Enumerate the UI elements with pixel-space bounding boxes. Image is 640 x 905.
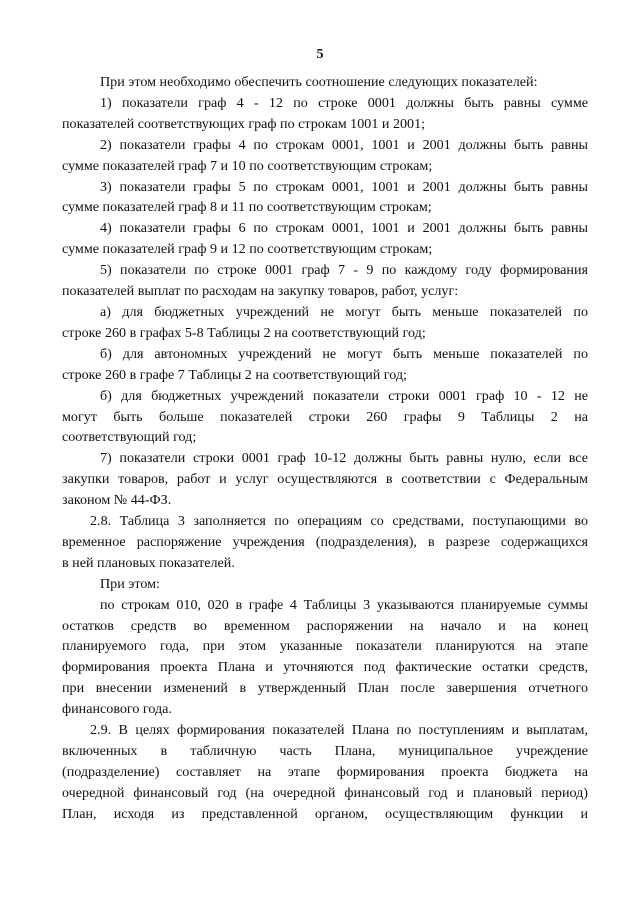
paragraph-3-line-2: сумме показателей граф 7 и 10 по соответствующим строкам;: [62, 157, 433, 174]
paragraph-11-line-2: временное распоряжение учреждения (подразделения), в разрезе содержащихся: [62, 533, 588, 550]
paragraph-2-line-2: показателей соответствующих граф по строкам 1001 и 2001;: [62, 115, 426, 132]
paragraph-4-line-2: сумме показателей граф 8 и 11 по соответствующим строкам;: [62, 199, 432, 216]
paragraph-9-line-3: соответствующий год;: [62, 429, 197, 446]
paragraph-14-line-5: План, исходя из представленной органом, осуществляющим функции и: [62, 805, 588, 822]
paragraph-1-line-1: При этом необходимо обеспечить соотношение следующих показателей:: [100, 74, 538, 90]
paragraph-12-line-1: При этом:: [100, 575, 160, 592]
paragraph-8-line-1: б) для автономных учреждений не могут быть меньше показателей по: [100, 345, 588, 362]
document-body: [62, 72, 588, 825]
paragraph-10-line-1: 7) показатели строки 0001 граф 10-12 должны быть равны нулю, если все: [100, 450, 588, 467]
paragraph-8-line-2: строке 260 в графе 7 Таблицы 2 на соответствующий год;: [62, 366, 407, 383]
paragraph-6-line-2: показателей выплат по расходам на закупку товаров, работ, услуг:: [62, 283, 459, 300]
paragraph-9-line-1: б) для бюджетных учреждений показатели строки 0001 граф 10 - 12 не: [100, 387, 588, 404]
paragraph-14-line-4: очередной финансовый год (на очередной финансовый год и плановый период): [62, 784, 588, 801]
paragraph-13-line-2: остатков средств во временном распоряжении на начало и на конец: [62, 617, 588, 634]
page-number: 5: [316, 47, 324, 62]
paragraph-4-line-1: 3) показатели графы 5 по строкам 0001, 1001 и 2001 должны быть равны: [100, 178, 588, 195]
paragraph-14-line-1: 2.9. В целях формирования показателей Плана по поступлениям и выплатам,: [90, 722, 588, 739]
paragraph-3-line-1: 2) показатели графы 4 по строкам 0001, 1001 и 2001 должны быть равны: [100, 136, 588, 153]
paragraph-13-line-1: по строкам 010, 020 в графе 4 Таблицы 3 указываются планируемые суммы: [100, 596, 588, 613]
paragraph-13-line-5: при внесении изменений в утвержденный План после завершения отчетного: [62, 680, 588, 697]
paragraph-13-line-3: планируемого года, при этом указанные показатели планируются на этапе: [62, 638, 588, 655]
paragraph-13-line-6: финансового года.: [62, 701, 172, 718]
paragraph-5-line-1: 4) показатели графы 6 по строкам 0001, 1001 и 2001 должны быть равны: [100, 220, 588, 237]
paragraph-13-line-4: формирования проекта Плана и уточняются под фактические остатки средств,: [62, 659, 588, 676]
paragraph-7-line-1: а) для бюджетных учреждений не могут быть меньше показателей по: [100, 303, 588, 320]
paragraph-10-line-3: законом № 44-ФЗ.: [62, 492, 172, 509]
paragraph-7-line-2: строке 260 в графах 5-8 Таблицы 2 на соответствующий год;: [62, 324, 426, 341]
paragraph-11-line-3: в ней плановых показателей.: [62, 554, 235, 571]
paragraph-6-line-1: 5) показатели по строке 0001 граф 7 - 9 по каждому году формирования: [100, 262, 588, 279]
paragraph-14-line-3: (подразделение) составляет на этапе формирования проекта бюджета на: [62, 763, 588, 780]
paragraph-5-line-2: сумме показателей граф 9 и 12 по соответствующим строкам;: [62, 241, 433, 258]
paragraph-2-line-1: 1) показатели граф 4 - 12 по строке 0001 должны быть равны сумме: [100, 94, 588, 111]
paragraph-11-line-1: 2.8. Таблица 3 заполняется по операциям со средствами, поступающими во: [90, 513, 588, 530]
paragraph-9-line-2: могут быть больше показателей строки 260 графы 9 Таблицы 2 на: [62, 408, 588, 425]
paragraph-10-line-2: закупки товаров, работ и услуг осуществляются в соответствии с Федеральным: [62, 471, 588, 488]
paragraph-14-line-2: включенных в табличную часть Плана, муниципальное учреждение: [62, 743, 588, 759]
